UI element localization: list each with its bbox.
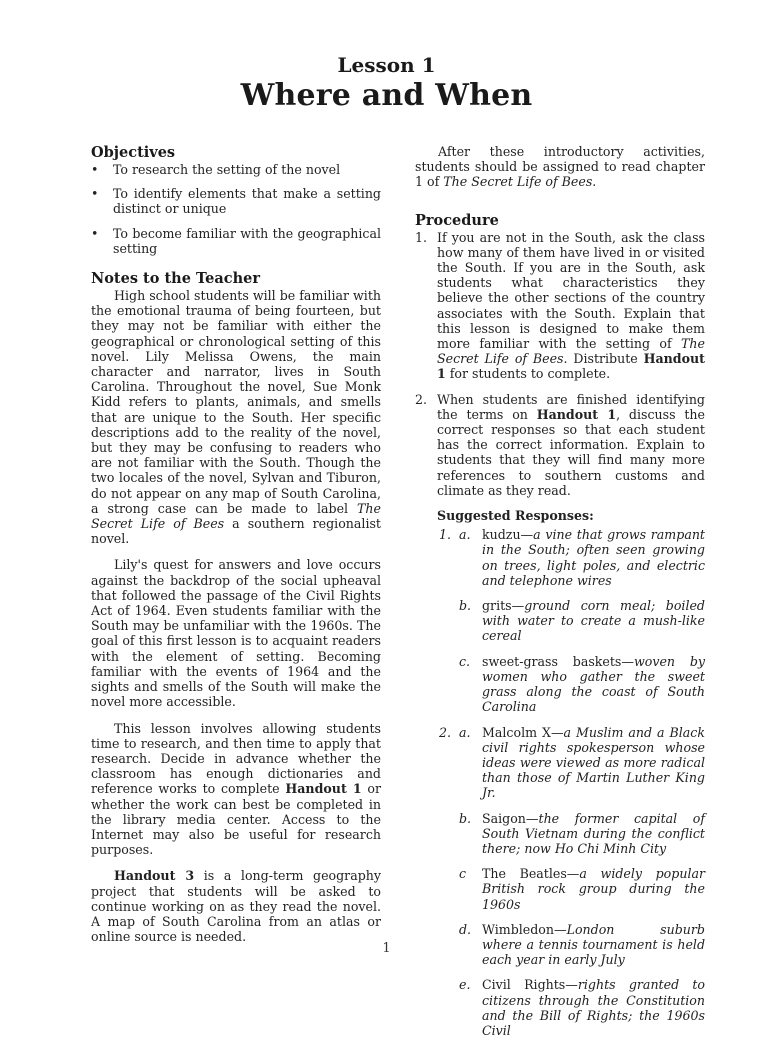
book-title: The Secret Life of Bees: [443, 174, 593, 190]
procedure-list: [415, 230, 705, 498]
term: sweet-grass baskets—: [482, 653, 634, 669]
handout-reference: Handout 1: [285, 781, 362, 797]
term: Civil Rights—: [482, 977, 578, 993]
bullet-icon: •: [91, 225, 99, 241]
definition: London suburb where a tennis tournament is held each year in early July: [482, 921, 705, 968]
step-number: 2.: [415, 391, 428, 407]
objective-text: To become familiar with the geographical setting: [113, 225, 381, 256]
text: or whether the work can best be completed in the library media center. Access to the Internet may also be useful for research purposes.: [91, 781, 381, 858]
objective-item: [91, 226, 381, 256]
term: The Beatles—: [482, 866, 580, 882]
lesson-number: Lesson 1: [337, 53, 436, 77]
suggested-responses: [415, 508, 705, 1038]
term: Malcolm X—: [482, 724, 564, 740]
text: .: [592, 174, 597, 190]
response-group-2: [437, 725, 705, 1039]
text: High school students will be familiar with the emotional trauma of being fourteen, but they may not be familiar with either the geographical or chronological setting of this novel. Lily Melissa Owens, the main character and narrator, lives in South Carolina. Throughout the novel, Sue Monk Kidd refers to plants, animals, and smells that are unique to the South. Her specific descriptions add to the reality of the novel, but they may be confusing to readers who are not familiar with the South. Though the two locales of the novel, Sylvan and Tiburon, do not appear on any map of South Carolina, a strong case can be made to label: [91, 288, 381, 516]
term: Wimbledon—: [482, 921, 567, 937]
procedure-section: [415, 212, 705, 1039]
item-letter: d.: [459, 921, 472, 937]
bullet-icon: •: [91, 162, 99, 177]
text: . Distribute: [563, 351, 644, 367]
handout-reference: Handout 1: [536, 406, 617, 422]
response-item: [437, 598, 705, 644]
definition: a widely popular British rock group during the 1960s: [482, 866, 705, 912]
group-number: 1.: [439, 527, 452, 543]
book-title: The Secret Life of Bees: [437, 336, 705, 367]
response-item: [437, 977, 705, 1038]
text: , discuss the correct responses so that each student has the correct information. Explain to students that they will find many more references to southern customs and climate as they read.: [437, 406, 705, 498]
page-header: [0, 52, 773, 114]
notes-paragraph-2: Lily's quest for answers and love occurs against the backdrop of the social upheaval that followed the passage of the Civil Rights Act of 1964. Even students familiar with the South may be unfamiliar with the 1960s. The goal of this first lesson is to acquaint readers with the element of setting. Becoming familiar with the events of 1964 and the sights and smells of the South will make the novel more accessible.: [91, 557, 381, 710]
response-item: [437, 866, 705, 912]
notes-paragraph-4: [91, 868, 381, 944]
text: When students are finished identifying the terms on: [437, 391, 705, 422]
item-letter: e.: [459, 977, 471, 993]
definition: the former capital of South Vietnam during the conflict there; now Ho Chi Minh City: [482, 810, 705, 856]
notes-section: [91, 270, 381, 944]
item-letter: a.: [459, 724, 471, 740]
response-group-1: [437, 527, 705, 714]
item-letter: a.: [459, 527, 471, 543]
definition: ground corn meal; boiled with water to create a mush-like cereal: [482, 598, 705, 644]
handout-reference: Handout 1: [437, 351, 705, 382]
objective-text: To identify elements that make a setting distinct or unique: [113, 186, 381, 217]
text: After these introductory activities, students should be assigned to read chapter 1 of: [415, 144, 705, 190]
right-column: [415, 144, 705, 1048]
text: a southern regionalist novel.: [91, 516, 381, 547]
term: grits—: [482, 598, 525, 614]
item-letter: b.: [459, 598, 472, 614]
objective-text: To research the setting of the novel: [113, 162, 341, 177]
definition: woven by women who gather the sweet grass along the coast of South Carolina: [482, 653, 705, 715]
suggested-responses-heading: Suggested Responses:: [437, 508, 594, 524]
page-title: Where and When: [240, 78, 533, 113]
text: This lesson involves allowing students time to research, and then time to apply that research. Decide in advance whether the classroom has enough dictionaries and reference works to complete: [91, 720, 381, 797]
objectives-list: [91, 162, 381, 256]
objective-item: [91, 162, 381, 177]
book-title: The Secret Life of Bees: [91, 500, 381, 532]
procedure-heading: Procedure: [415, 211, 499, 229]
definition: a vine that grows rampant in the South; often seen growing on trees, light poles, and electric and telephone wires: [482, 527, 705, 588]
response-item: [437, 811, 705, 857]
text: for students to complete.: [445, 366, 611, 382]
page-number: 1: [382, 941, 391, 956]
response-item: [437, 654, 705, 715]
objective-item: [91, 186, 381, 216]
objectives-heading: Objectives: [91, 144, 176, 161]
item-letter: c: [459, 866, 467, 882]
definition: rights granted to citizens through the Constitution and the Bill of Rights; the 1960s Civil: [482, 977, 706, 1038]
item-letter: c.: [459, 653, 471, 669]
notes-heading: Notes to the Teacher: [91, 270, 260, 288]
response-item: [437, 725, 705, 801]
term: Saigon—: [482, 810, 539, 826]
objectives-section: [91, 144, 381, 256]
intro-paragraph: [415, 144, 705, 190]
group-number: 2.: [439, 724, 452, 740]
step-number: 1.: [415, 229, 428, 245]
procedure-step: [415, 230, 705, 382]
response-item: [437, 527, 705, 588]
procedure-step: [415, 392, 705, 498]
definition: a Muslim and a Black civil rights spokesperson whose ideas were viewed as more radical than those of Martin Luther King Jr.: [482, 724, 705, 801]
text: If you are not in the South, ask the class how many of them have lived in or visited the South. If you are in the South, ask students what characteristics they believe the other sections of the country associates with the South. Explain that this lesson is designed to make them more familiar with the setting of: [437, 229, 705, 352]
item-letter: b.: [459, 810, 472, 826]
text: is a long-term geography project that students will be asked to continue working on as they read the novel. A map of South Carolina from an atlas or online source is needed.: [91, 868, 382, 945]
left-column: [91, 144, 381, 944]
notes-paragraph-1: [91, 288, 381, 546]
notes-paragraph-3: [91, 721, 381, 858]
bullet-icon: •: [91, 186, 99, 202]
handout-reference: Handout 3: [114, 868, 195, 884]
term: kudzu—: [482, 527, 534, 543]
